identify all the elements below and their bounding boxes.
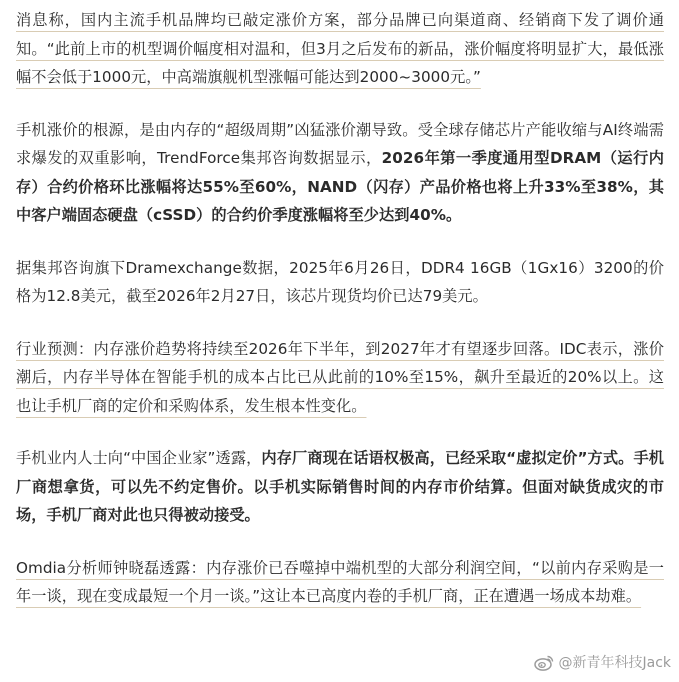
paragraph-text: Omdia分析师钟晓磊透露：内存涨价已吞噬掉中端机型的大部分利润空间，“以前内存采购是一年一谈，现在变成最短一个月一谈。”这让本已高度内卷的手机厂商，正在遭遇一场成本劫难。 (16, 558, 664, 605)
paragraph-text: 手机业内人士向“中国企业家”透露， (16, 449, 262, 467)
paragraph-insider-virtual-pricing (16, 444, 664, 530)
weibo-icon (534, 654, 554, 671)
paragraph-text: 消息称，国内主流手机品牌均已敲定涨价方案，部分品牌已向渠道商、经销商下发了调价通知。“此前上市的机型调价幅度相对温和，但3月之后发布的新品，涨价幅度将明显扩大，最低涨幅不会低于1000元，中高端旗舰机型涨幅可能达到2000~3000元。” (16, 11, 664, 86)
paragraph-bold-text: 内存厂商现在话语权极高，已经采取“虚拟定价”方式。手机厂商想拿货，可以先不约定售价。以手机实际销售时间的内存市价结算。但面对缺货成灾的市场，手机厂商对此也只得被动接受。 (16, 449, 664, 524)
paragraph-price-plan (16, 6, 664, 92)
paragraph-memory-cycle (16, 116, 664, 230)
paragraph-text: 行业预测：内存涨价趋势将持续至2026年下半年，到2027年才有望逐步回落。IDC表示，涨价潮后，内存半导体在智能手机的成本占比已从此前的10%至15%，飙升至最近的20%以上。这也让手机厂商的定价和采购体系，发生根本性变化。 (16, 339, 664, 415)
paragraph-text: 手机涨价的根源，是由内存的“超级周期”凶猛涨价潮导致。受全球存储芯片产能收缩与AI终端需求爆发的双重影响，TrendForce集邦咨询数据显示， (16, 120, 664, 167)
paragraph-omdia-analyst (16, 554, 664, 611)
paragraph-dramexchange-data (16, 254, 664, 311)
paragraph-bold-text: 2026年第一季度通用型DRAM（运行内存）合约价格环比涨幅将达55%至60%，NAND（闪存）产品价格也将上升33%至38%，其中客户端固态硬盘（cSSD）的合约价季度涨幅将至少达到40%。 (16, 149, 664, 224)
paragraph-text: 据集邦咨询旗下Dramexchange数据，2025年6月26日，DDR4 16GB（1Gx16）3200的价格为12.8美元，截至2026年2月27日，该芯片现货均价已达79美元。 (16, 258, 664, 305)
paragraph-industry-forecast (16, 335, 664, 421)
watermark-text: @新青年科技Jack (558, 655, 671, 671)
article-body (16, 6, 664, 635)
weibo-watermark (534, 652, 671, 672)
